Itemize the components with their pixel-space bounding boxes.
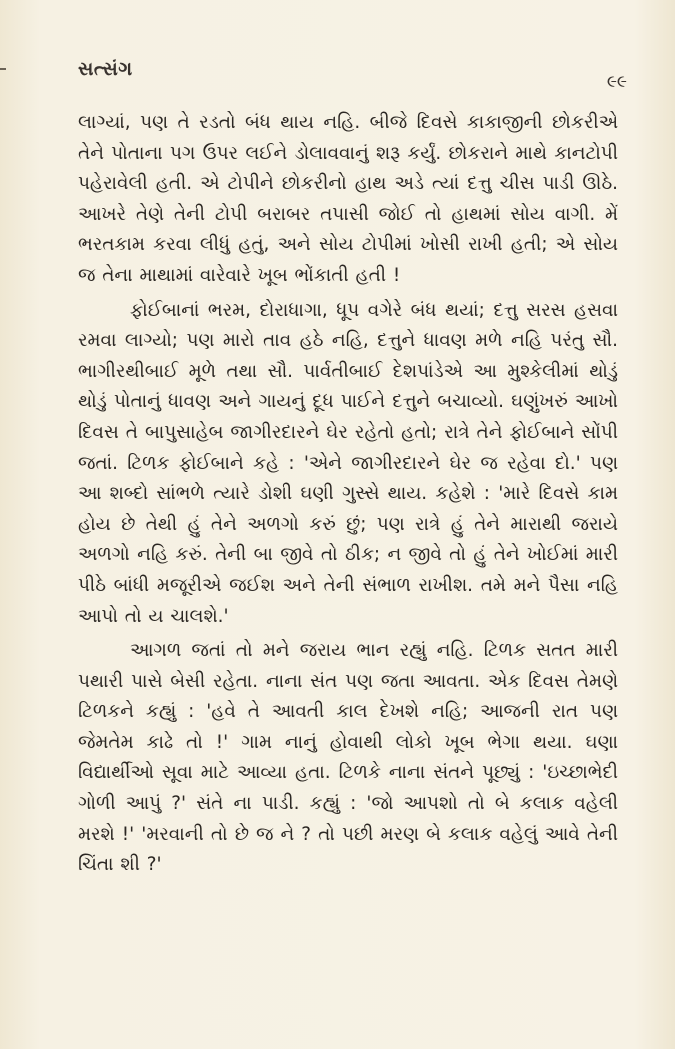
paragraph-3: આગળ જતાં તો મને જરાય ભાન રહ્યું નહિ. ટિળક સતત મારી પથારી પાસે બેસી રહેતા. નાના સંત પણ જતા આવતા. એક દિવસ તેમણે ટિળકને કહ્યું : 'હવે તે આવતી કાલ દેખશે નહિ; આજની રાત પણ જેમતેમ કાઢે તો !' ગામ નાનું હોવાથી લોકો ખૂબ ભેગા થયા. ઘણા વિદ્યાર્થીઓ સૂવા માટે આવ્યા હતા. ટિળકે નાના સંતને પૂછ્યું : 'ઇચ્છાભેદી ગોળી આપું ?' સંતે ના પાડી. કહ્યું : 'જો આપશો તો બે કલાક વહેલી મરશે !' 'મરવાની તો છે જ ને ? તો પછી મરણ બે કલાક વહેલું આવે તેની ચિંતા શી ?' bbox=[78, 640, 618, 876]
paragraph-2: ફોઈબાનાં ભરમ, દોરાધાગા, ધૂપ વગેરે બંધ થયાં; દત્તુ સરસ હસવા રમવા લાગ્યો; પણ મારો તાવ હઠે નહિ, દત્તુને ધાવણ મળે નહિ પરંતુ સૌ. ભાગીરથીબાઈ મૂળે તથા સૌ. પાર્વતીબાઈ દેશપાંડેએ આ મુશ્કેલીમાં થોડું થોડું પોતાનું ધાવણ અને ગાયનું દૂધ પાઈને દત્તુને બચાવ્યો. ઘણુંખરું આખો દિવસ તે બાપુસાહેબ જાગીરદારને ઘેર રહેતો હતો; રાત્રે તેને ફોઈબાને સોંપી જતાં. ટિળક ફોઈબાને કહે : 'એને જાગીરદારને ઘેર જ રહેવા દો.' પણ આ શબ્દો સાંભળે ત્યારે ડોશી ઘણી ગુસ્સે થાય. કહેશે : 'મારે દિવસે કામ હોય છે તેથી હું તેને અળગો કરું છું; પણ રાત્રે હું તેને મારાથી જરાયે અળગો નહિ કરું. તેની બા જીવે તો ઠીક; ન જીવે તો હું તેને ખોઈમાં મારી પીઠે બાંધી મજૂરીએ જઈશ અને તેની સંભાળ રાખીશ. તમે મને પૈસા નહિ આપો તો ય ચાલશે.' bbox=[78, 299, 618, 627]
paragraph-1: લાગ્યાં, પણ તે રડતો બંધ થાય નહિ. બીજે દિવસે કાકાજીની છોકરીએ તેને પોતાના પગ ઉપર લઈને ડોલાવવાનું શરૂ કર્યું. છોકરાને માથે કાનટોપી પહેરાવેલી હતી. એ ટોપીને છોકરીનો હાથ અડે ત્યાં દત્તુ ચીસ પાડી ઊઠે. આખરે તેણે તેની ટોપી બરાબર તપાસી જોઈ તો હાથમાં સોય વાગી. મેં ભરતકામ કરવા લીધું હતું, અને સોય ટોપીમાં ખોસી રાખી હતી; એ સોય જ તેના માથામાં વારેવારે ખૂબ ભોંકાતી હતી ! bbox=[78, 112, 618, 286]
margin-mark bbox=[0, 68, 6, 70]
body-text bbox=[78, 108, 618, 881]
page-number: ૯૯ bbox=[606, 72, 627, 92]
running-head: સત્સંગ bbox=[78, 58, 133, 80]
